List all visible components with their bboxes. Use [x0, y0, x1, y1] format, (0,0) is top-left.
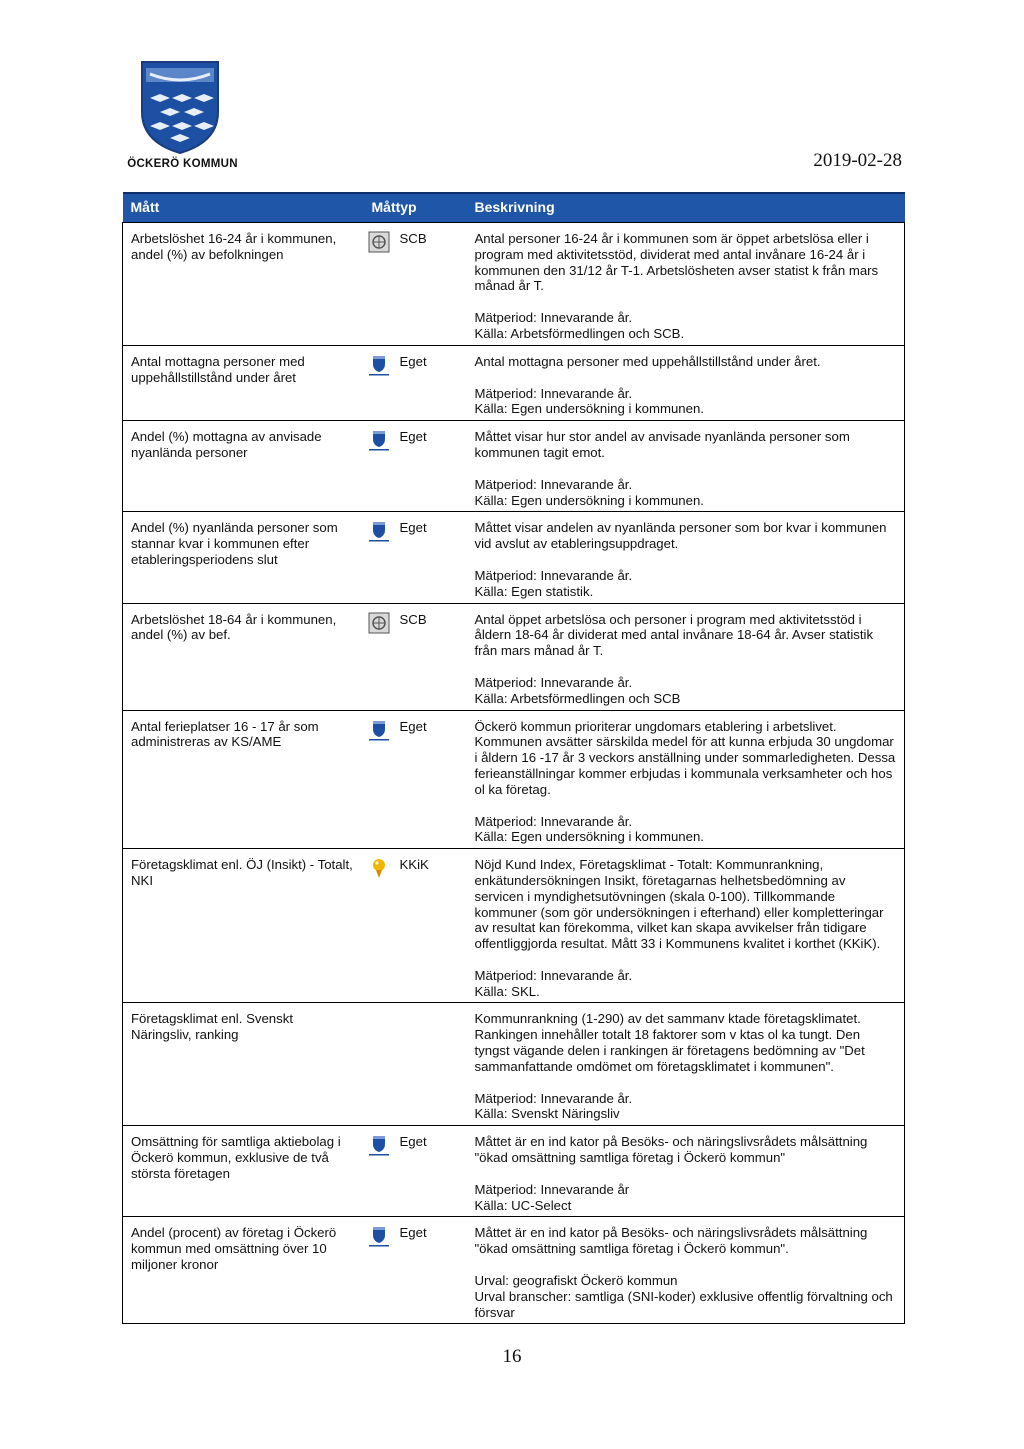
- scb-icon: [368, 231, 390, 253]
- description-paragraph: Måttet visar andelen av nyanlända personer som bor kvar i kommunen vid avslut av etableringsuppdraget.: [474, 520, 887, 552]
- description-paragraph: Måttet är en ind kator på Besöks- och näringslivsrådets målsättning "ökad omsättning samtliga företag i Öckerö kommun".: [474, 1225, 868, 1257]
- kommun-shield-icon: [368, 429, 390, 451]
- table-row: [123, 345, 905, 420]
- column-header-beskrivning: Beskrivning: [467, 193, 905, 223]
- kommun-shield-icon: [368, 520, 390, 542]
- description-paragraph: Mätperiod: Innevarande år. Källa: Arbetsförmedlingen och SCB: [474, 674, 681, 706]
- measure-type: Eget: [399, 718, 427, 734]
- no-icon: [368, 1011, 390, 1033]
- measure-type-cell: [364, 1003, 467, 1126]
- description-paragraph: Mätperiod: Innevarande år. Källa: SKL.: [474, 967, 633, 999]
- table-row: [123, 710, 905, 849]
- table-row: [123, 849, 905, 1003]
- measure-type: Eget: [399, 520, 427, 536]
- measure-name: Antal mottagna personer med uppehållstillstånd under året: [123, 345, 364, 420]
- municipality-name: ÖCKERÖ KOMMUN: [127, 158, 238, 170]
- table-row: [123, 512, 905, 603]
- measures-table: [122, 192, 905, 1324]
- description-paragraph: Mätperiod: Innevarande år Källa: UC-Select: [474, 1181, 630, 1213]
- description-paragraph: Antal personer 16-24 år i kommunen som är öppet arbetslösa eller i program med aktivitetsstöd, dividerat med antal invånare 16-24 år i kommunen den 31/12 år T-1. Arbetslösheten avser statist k från mars månad år T.: [474, 231, 879, 294]
- measure-type-cell: [364, 1126, 467, 1217]
- kommun-shield-icon: [368, 1225, 390, 1247]
- measure-name: Företagsklimat enl. Svenskt Näringsliv, ranking: [123, 1003, 364, 1126]
- kommun-shield-icon: [368, 719, 390, 741]
- kommun-coat-of-arms-icon: [140, 60, 220, 155]
- measure-type-cell: [364, 345, 467, 420]
- description-paragraph: Mätperiod: Innevarande år. Källa: Egen undersökning i kommunen.: [474, 813, 704, 845]
- measure-type: Eget: [399, 353, 427, 369]
- measure-type: KKiK: [399, 857, 429, 873]
- description-paragraph: Mätperiod: Innevarande år. Källa: Arbetsförmedlingen och SCB.: [474, 310, 685, 341]
- page-number: 16: [502, 1346, 522, 1367]
- description-paragraph: Mätperiod: Innevarande år. Källa: Egen undersökning i kommunen.: [474, 385, 704, 417]
- kkik-icon: [368, 857, 390, 879]
- measure-type: Eget: [399, 429, 427, 445]
- description-paragraph: Urval: geografiskt Öckerö kommun Urval branscher: samtliga (SNI-koder) exklusive offentlig förvaltning och försvar: [474, 1273, 893, 1320]
- measure-type: Eget: [399, 1134, 427, 1150]
- table-header-row: [123, 193, 905, 223]
- kommun-shield-icon: [368, 354, 390, 376]
- measure-name: Andel (procent) av företag i Öckerö kommun med omsättning över 10 miljoner kronor: [123, 1217, 364, 1324]
- table-row: [123, 1126, 905, 1217]
- table-row: [123, 421, 905, 512]
- measure-name: Omsättning för samtliga aktiebolag i Öckerö kommun, exklusive de två största företagen: [123, 1126, 364, 1217]
- measure-description: [467, 345, 905, 420]
- measure-type-cell: [364, 223, 467, 346]
- description-paragraph: Måttet är en ind kator på Besöks- och näringslivsrådets målsättning "ökad omsättning samtliga företag i Öckerö kommun": [474, 1134, 868, 1166]
- scb-icon: [368, 612, 390, 634]
- measure-name: Andel (%) mottagna av anvisade nyanlända personer: [123, 421, 364, 512]
- description-paragraph: Nöjd Kund Index, Företagsklimat - Totalt: Kommunrankning, enkätundersökningen Insikt, företagarnas helhetsbedömning av servicen i myndighetsutövningen (skala 0-100). Tillkommande kommuner (som gör undersökningen i efterhand) eller kompletteringar av resultat kan förekomma, vilket kan skapa avvikelser från tidigare offentliggjorda resultat. Mått 33 i Kommunens kvalitet i korthet (KKiK).: [474, 857, 884, 952]
- measure-type: Eget: [399, 1225, 427, 1241]
- measure-description: [467, 1217, 905, 1324]
- description-paragraph: Mätperiod: Innevarande år. Källa: Egen undersökning i kommunen.: [474, 476, 704, 508]
- measure-type-cell: [364, 1217, 467, 1324]
- measure-type-cell: [364, 512, 467, 603]
- measure-description: [467, 421, 905, 512]
- measure-name: Arbetslöshet 16-24 år i kommunen, andel (%) av befolkningen: [123, 223, 364, 346]
- measure-type: SCB: [399, 611, 427, 627]
- measure-description: [467, 223, 905, 346]
- description-paragraph: Måttet visar hur stor andel av anvisade nyanlända personer som kommunen tagit emot.: [474, 429, 850, 460]
- measure-name: Antal ferieplatser 16 - 17 år som administreras av KS/AME: [123, 710, 364, 849]
- description-paragraph: Kommunrankning (1-290) av det sammanv ktade företagsklimatet. Rankingen innehåller totalt 18 faktorer som v ktas ol ka tungt. Den tyngst vägande delen i rankingen är företagens bedömning av "Det sammanfattande omdömet om företagsklimatet i kommunen".: [474, 1011, 865, 1074]
- measure-type-cell: [364, 421, 467, 512]
- table-row: [123, 223, 905, 346]
- measure-description: [467, 1126, 905, 1217]
- table-row: [123, 1217, 905, 1324]
- measure-name: Andel (%) nyanlända personer som stannar kvar i kommunen efter etableringsperiodens slut: [123, 512, 364, 603]
- column-header-mattyp: Måttyp: [364, 193, 467, 223]
- description-paragraph: Öckerö kommun prioriterar ungdomars etablering i arbetslivet. Kommunen avsätter särskilda medel för att kunna erbjuda 30 ungdomar i åldern 16 -17 år 3 veckors anställning under sommarledigheten. Dessa ferieanställningar kommer erbjudas i kommunala verksamheter och hos ol ka företag.: [474, 718, 896, 797]
- measure-type-cell: [364, 849, 467, 1003]
- description-paragraph: Antal mottagna personer med uppehållstillstånd under året.: [474, 353, 821, 369]
- column-header-matt: Mått: [123, 193, 364, 223]
- measure-type-cell: [364, 603, 467, 710]
- measure-name: Arbetslöshet 18-64 år i kommunen, andel (%) av bef.: [123, 603, 364, 710]
- description-paragraph: Mätperiod: Innevarande år. Källa: Svenskt Näringsliv: [474, 1090, 633, 1122]
- document-date: 2019-02-28: [813, 150, 902, 171]
- description-paragraph: Mätperiod: Innevarande år. Källa: Egen statistik.: [474, 567, 633, 599]
- measure-type: SCB: [399, 231, 427, 246]
- measure-name: Företagsklimat enl. ÖJ (Insikt) - Totalt, NKI: [123, 849, 364, 1003]
- measure-description: [467, 710, 905, 849]
- table-row: [123, 1003, 905, 1126]
- description-paragraph: Antal öppet arbetslösa och personer i program med aktivitetsstöd i åldern 18-64 år dividerat med antal invånare 18-64 år. Avser statistik från mars månad år T.: [474, 611, 874, 659]
- kommun-shield-icon: [368, 1134, 390, 1156]
- measure-description: [467, 512, 905, 603]
- measure-type-cell: [364, 710, 467, 849]
- measure-description: [467, 1003, 905, 1126]
- table-row: [123, 603, 905, 710]
- measure-description: [467, 849, 905, 1003]
- measure-description: [467, 603, 905, 710]
